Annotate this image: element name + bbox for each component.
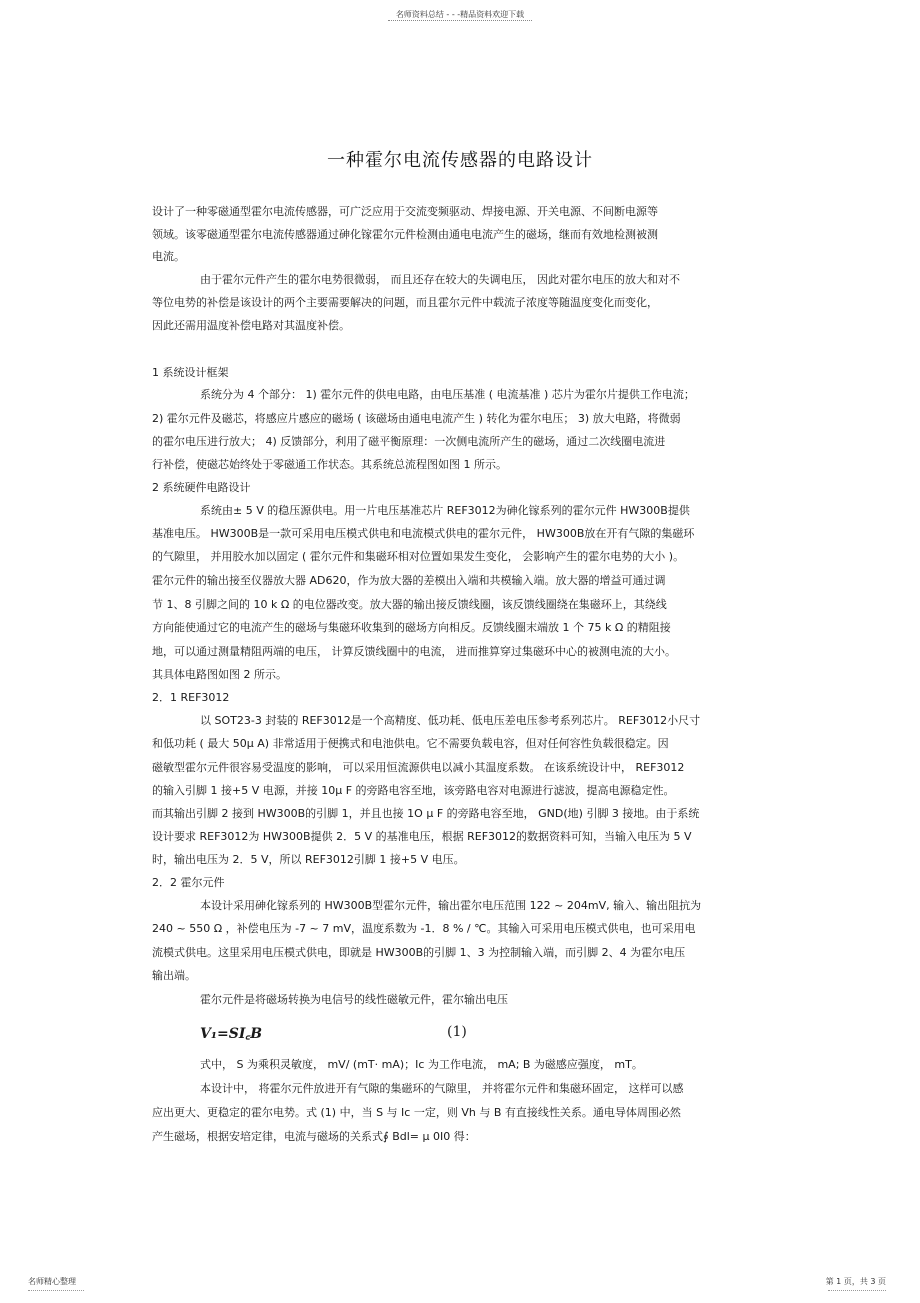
paragraph-line: 240 ~ 550 Ω ，补偿电压为 -7 ~ 7 mV，温度系数为 -1．8 % / ℃。其输入可采用电压模式供电，也可采用电: [152, 922, 696, 935]
section-heading: 2．1 REF3012: [152, 691, 230, 704]
paragraph-line: 设计要求 REF3012为 HW300B提供 2．5 V 的基准电压，根据 REF3012的数据资料可知，当输入电压为 5 V: [152, 830, 692, 843]
paragraph-line: 基准电压。 HW300B是一款可采用电压模式供电和电流模式供电的霍尔元件， HW300B放在开有气隙的集磁环: [152, 527, 695, 540]
paragraph-line: 磁敏型霍尔元件很容易受温度的影响， 可以采用恒流源供电以减小其温度系数。 在该系统设计中， REF3012: [152, 761, 685, 774]
paragraph-line: 方向能使通过它的电流产生的磁场与集磁环收集到的磁场方向相反。反馈线圈末端放 1 个 75 k Ω 的精阻接: [152, 621, 671, 634]
paragraph-line: 等位电势的补偿是该设计的两个主要需要解决的问题，而且霍尔元件中载流子浓度等随温度变化而变化，: [152, 296, 658, 309]
footer-left: 名师精心整理: [28, 1277, 76, 1286]
document-title: 一种霍尔电流传感器的电路设计: [327, 150, 593, 171]
paragraph-line: 霍尔元件是将磁场转换为电信号的线性磁敏元件，霍尔输出电压: [200, 993, 508, 1006]
paragraph-line: 霍尔元件的输出接至仪器放大器 AD620，作为放大器的差模出入端和共模输入端。放大器的增益可通过调: [152, 574, 666, 587]
paragraph-line: 输出端。: [152, 969, 196, 982]
page-number: 第 1 页，共 3 页: [825, 1277, 886, 1286]
paragraph-line: 的霍尔电压进行放大； 4) 反馈部分，利用了磁平衡原理：一次侧电流所产生的磁场，通过二次线圈电流进: [152, 435, 666, 448]
paragraph-line: 领域。该零磁通型霍尔电流传感器通过砷化镓霍尔元件检测由通电电流产生的磁场，继而有效地检测被测: [152, 228, 658, 241]
paragraph-line: 节 1、8 引脚之间的 10 k Ω 的电位器改变。放大器的输出接反馈线圈，该反馈线圈绕在集磁环上，其绕线: [152, 598, 667, 611]
footer-right-divider: [828, 1290, 886, 1291]
section-heading: 2．2 霍尔元件: [152, 876, 225, 889]
paragraph-line: 本设计采用砷化镓系列的 HW300B型霍尔元件，输出霍尔电压范围 122 ~ 204mV, 输入、输出阻抗为: [200, 899, 702, 912]
paragraph-line: 电流。: [152, 250, 185, 263]
section-heading: 1 系统设计框架: [152, 366, 229, 379]
paragraph-line: 系统由± 5 V 的稳压源供电。用一片电压基准芯片 REF3012为砷化镓系列的霍尔元件 HW300B提供: [200, 504, 690, 517]
paragraph-line: 地，可以通过测量精阻两端的电压， 计算反馈线圈中的电流， 进而推算穿过集磁环中心的被测电流的大小。: [152, 645, 676, 658]
paragraph-line: 和低功耗 ( 最大 50μ A) 非常适用于便携式和电池供电。它不需要负载电容，但对任何容性负载很稳定。因: [152, 737, 669, 750]
paragraph-line: 其具体电路图如图 2 所示。: [152, 668, 287, 681]
hall-voltage-formula: V₁=SI꜀B: [200, 1026, 263, 1042]
paragraph-line: 式中， S 为乘积灵敏度， mV/ (mT· mA)；Ic 为工作电流， mA; B 为磁感应强度， mT。: [200, 1058, 643, 1071]
paragraph-line: 的输入引脚 1 接+5 V 电源，并接 10μ F 的旁路电容至地，该旁路电容对电源进行滤波，提高电源稳定性。: [152, 784, 675, 797]
paragraph-line: 流模式供电。这里采用电压模式供电，即就是 HW300B的引脚 1、3 为控制输入端，而引脚 2、4 为霍尔电压: [152, 946, 686, 959]
footer-left-divider: [28, 1290, 84, 1291]
paragraph-line: 设计了一种零磁通型霍尔电流传感器，可广泛应用于交流变频驱动、焊接电源、开关电源、不间断电源等: [152, 205, 658, 218]
paragraph-line: 应出更大、更稳定的霍尔电势。式 (1) 中，当 S 与 Ic 一定，则 Vh 与 B 有直接线性关系。通电导体周围必然: [152, 1106, 681, 1119]
paragraph-line: 以 SOT23-3 封装的 REF3012是一个高精度、低功耗、低电压差电压参考系列芯片。 REF3012小尺寸: [200, 714, 701, 727]
paragraph-line: 而其输出引脚 2 接到 HW300B的引脚 1，并且也接 1O μ F 的旁路电容至地， GND(地) 引脚 3 接地。由于系统: [152, 807, 700, 820]
paragraph-line: 因此还需用温度补偿电路对其温度补偿。: [152, 319, 350, 332]
formula-number: (1): [447, 1024, 467, 1040]
paragraph-line: 行补偿，使磁芯始终处于零磁通工作状态。其系统总流程图如图 1 所示。: [152, 458, 507, 471]
paragraph-line: 时，输出电压为 2．5 V，所以 REF3012引脚 1 接+5 V 电压。: [152, 853, 465, 866]
page-header: 名师资料总结 - - -精品资料欢迎下载: [395, 10, 525, 19]
paragraph-line: 2) 霍尔元件及磁芯，将感应片感应的磁场 ( 该磁场由通电电流产生 ) 转化为霍尔电压； 3) 放大电路，将微弱: [152, 412, 681, 425]
section-heading: 2 系统硬件电路设计: [152, 481, 251, 494]
paragraph-line: 本设计中， 将霍尔元件放进开有气隙的集磁环的气隙里， 并将霍尔元件和集磁环固定， 这样可以感: [200, 1082, 684, 1095]
paragraph-line: 由于霍尔元件产生的霍尔电势很微弱， 而且还存在较大的失调电压， 因此对霍尔电压的放大和对不: [200, 273, 680, 286]
header-divider: [388, 20, 532, 21]
paragraph-line: 的气隙里， 并用胶水加以固定 ( 霍尔元件和集磁环相对位置如果发生变化， 会影响产生的霍尔电势的大小 )。: [152, 550, 685, 563]
paragraph-line: 产生磁场，根据安培定律，电流与磁场的关系式∮ Bdl= μ 0I0 得：: [152, 1130, 476, 1143]
paragraph-line: 系统分为 4 个部分： 1) 霍尔元件的供电电路，由电压基准 ( 电流基准 ) 芯片为霍尔片提供工作电流；: [200, 388, 695, 401]
